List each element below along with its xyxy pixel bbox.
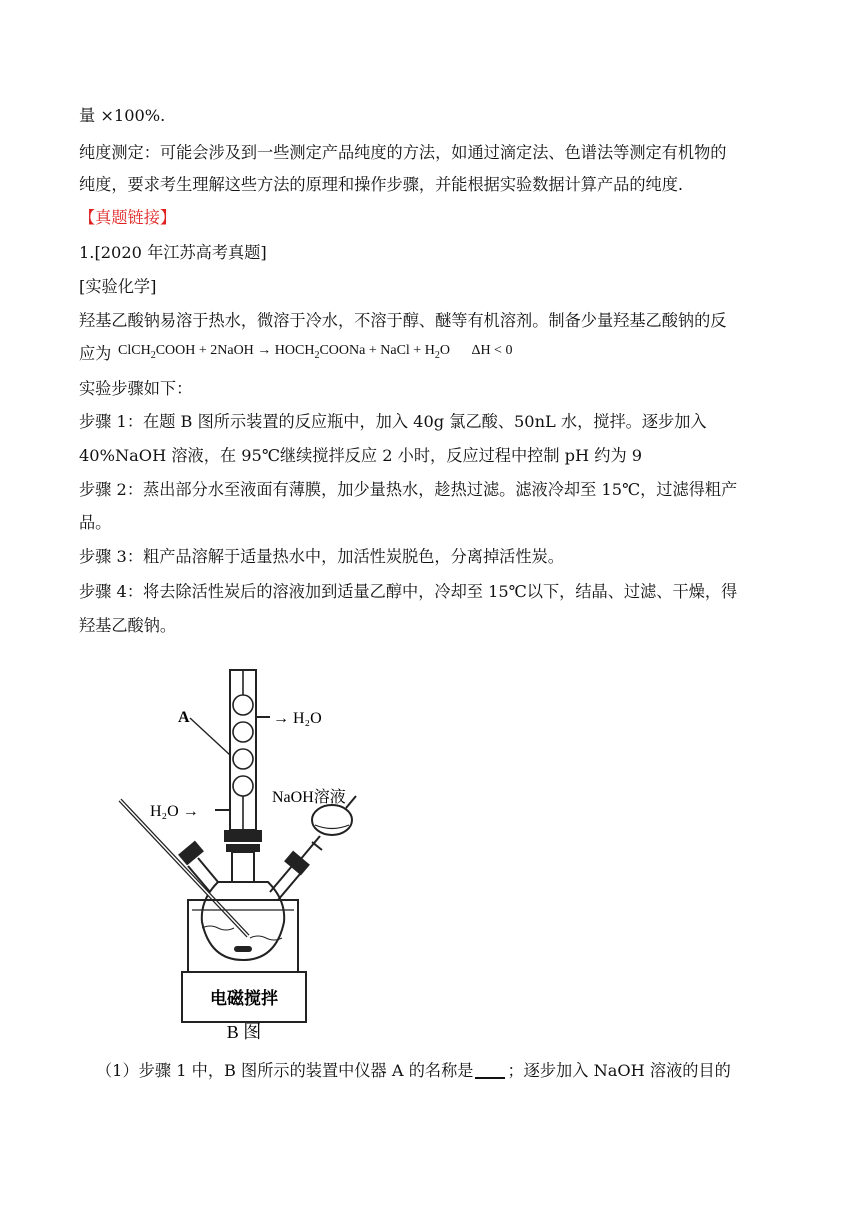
text-line: 实验步骤如下： (79, 379, 193, 398)
text-line: 量 ×100%. (79, 106, 166, 125)
label-h2o-in: H₂O → (150, 803, 199, 820)
text-line: 步骤 4：将去除活性炭后的溶液加到适量乙醇中，冷却至 15℃以下，结晶、过滤、干燥，得 (79, 582, 738, 601)
label-a: A (178, 709, 190, 726)
text-line: 纯度，要求考生理解这些方法的原理和操作步骤，并能根据实验数据计算产品的纯度. (79, 175, 684, 194)
apparatus-figure (110, 660, 400, 1040)
question-source: 1.[2020 年江苏高考真题] (79, 243, 267, 262)
text-line: 羟基乙酸钠。 (79, 616, 177, 635)
question-1: （1）步骤 1 中，B 图所示的装置中仪器 A 的名称是 ；逐步加入 NaOH 溶液的目的 (96, 1061, 731, 1080)
text-line: 步骤 2：蒸出部分水至液面有薄膜，加少量热水，趁热过滤。滤液冷却至 15℃，过滤得粗产 (79, 480, 738, 499)
funnel-stem (300, 836, 320, 860)
text-line: 40%NaOH 溶液，在 95℃继续搅拌反应 2 小时，反应过程中控制 pH 约为 9 (79, 446, 643, 465)
text-line: 纯度测定：可能会涉及到一些测定产品纯度的方法，如通过滴定法、色谱法等测定有机物的 (79, 143, 727, 162)
dropping-funnel (312, 805, 352, 835)
text-line: 应为 (79, 344, 112, 363)
condenser-bulbs (233, 670, 253, 835)
stopper (224, 830, 262, 842)
section-heading: 【真题链接】 (79, 208, 177, 227)
label-h2o-out: → H₂O (273, 710, 322, 727)
figure-caption: B 图 (226, 1022, 262, 1040)
text-line: 步骤 1：在题 B 图所示装置的反应瓶中，加入 40g 氯乙酸、50nL 水，搅拌。逐步加入 (79, 412, 707, 431)
text-line: 步骤 3：粗产品溶解于适量热水中，加活性炭脱色，分离掉活性炭。 (79, 547, 564, 566)
stir-bar (234, 946, 252, 952)
reaction-equation: ClCH$_2$COOH + 2NaOH → $HOCH_2COONa$ + NaCl + $H_2O$ ΔH < 0 (118, 343, 513, 361)
text-line: 羟基乙酸钠易溶于热水，微溶于冷水，不溶于醇、醚等有机溶剂。制备少量羟基乙酸钠的反 (79, 311, 727, 330)
text-line: 品。 (79, 513, 112, 532)
label-naoh: NaOH溶液 (272, 789, 346, 806)
answer-blank[interactable] (475, 1059, 505, 1079)
stirrer-label: 电磁搅拌 (210, 989, 278, 1009)
question-topic: [实验化学] (79, 277, 157, 296)
